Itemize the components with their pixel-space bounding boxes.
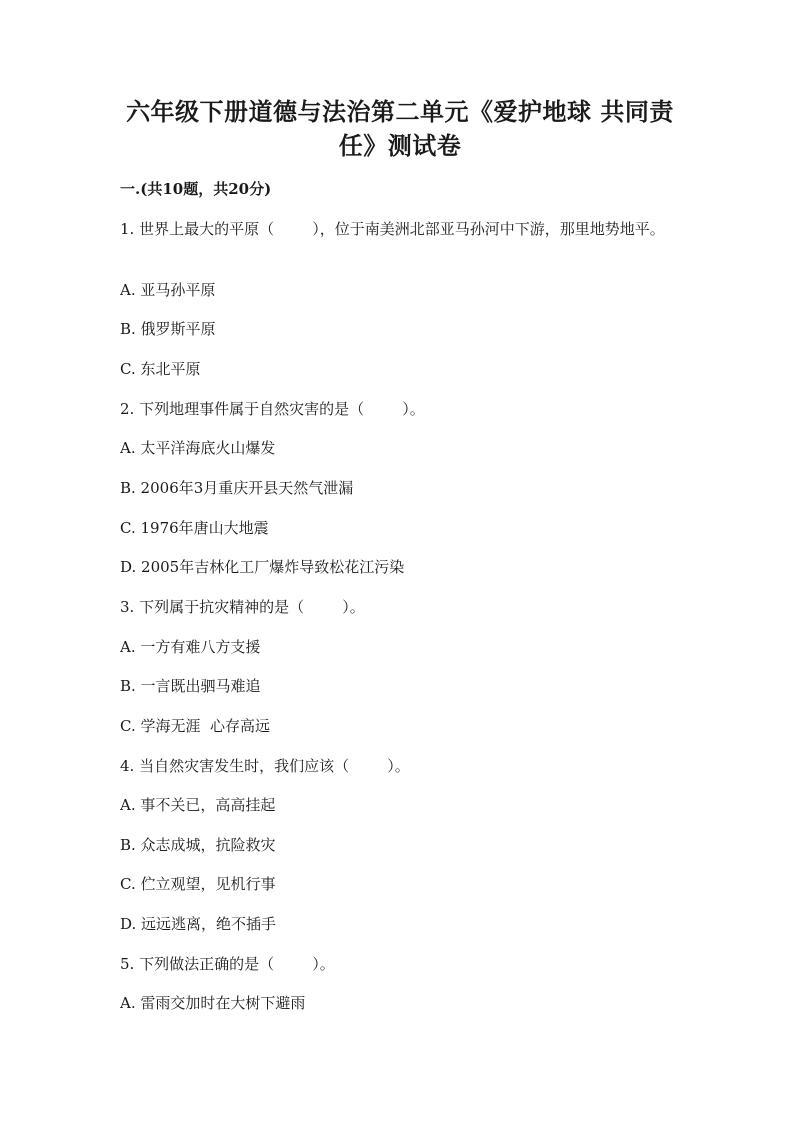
- option-item: A. 太平洋海底火山爆发: [120, 439, 276, 457]
- question-stem: 3. 下列属于抗灾精神的是（ ）。: [120, 598, 365, 616]
- exam-title: 六年级下册道德与法治第二单元《爱护地球 共同责任》测试卷: [126, 97, 674, 160]
- option-item: A. 亚马孙平原: [120, 281, 216, 299]
- option-item: D. 远远逃离，绝不插手: [120, 915, 277, 933]
- option-item: C. 学海无涯 心存高远: [120, 717, 271, 735]
- option-item: A. 一方有难八方支援: [120, 638, 261, 656]
- option-item: B. 2006年3月重庆开县天然气泄漏: [120, 479, 354, 497]
- option-item: C. 东北平原: [120, 360, 201, 378]
- option-item: B. 一言既出驷马难追: [120, 677, 261, 695]
- option-item: D. 2005年吉林化工厂爆炸导致松花江污染: [120, 558, 405, 576]
- option-item: A. 事不关已，高高挂起: [120, 796, 276, 814]
- question-stem: 4. 当自然灾害发生时，我们应该（ ）。: [120, 757, 410, 775]
- question-stem: 2. 下列地理事件属于自然灾害的是（ ）。: [120, 400, 425, 418]
- question-stem: 1. 世界上最大的平原（ ），位于南美洲北部亚马孙河中下游，那里地势地平。: [120, 220, 665, 238]
- option-item: C. 伫立观望，见机行事: [120, 875, 276, 893]
- option-item: B. 众志成城，抗险救灾: [120, 836, 276, 854]
- section-header: 一.(共10题，共20分): [120, 180, 272, 198]
- question-stem: 5. 下列做法正确的是（ ）。: [120, 955, 335, 973]
- option-item: A. 雷雨交加时在大树下避雨: [120, 994, 306, 1012]
- option-item: B. 俄罗斯平原: [120, 320, 216, 338]
- option-item: C. 1976年唐山大地震: [120, 519, 269, 537]
